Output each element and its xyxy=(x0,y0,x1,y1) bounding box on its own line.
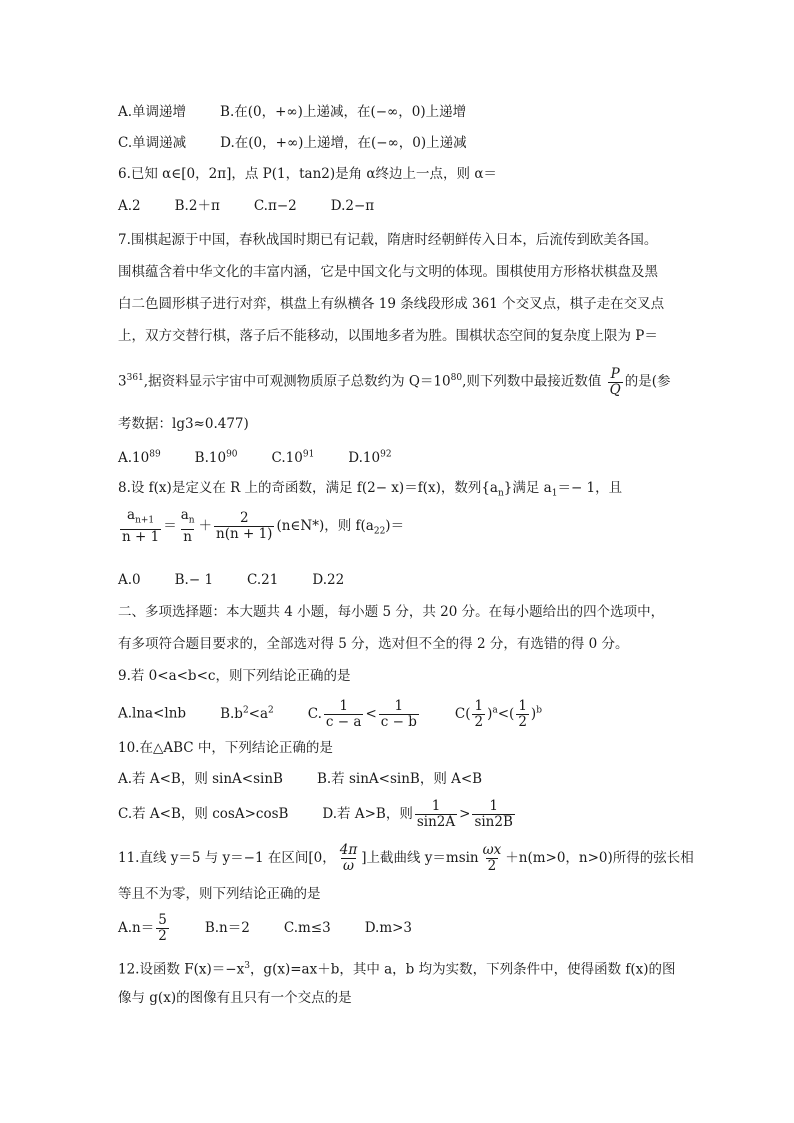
q7-line3: 白二色圆形棋子进行对弈，棋盘上有纵横各 19 条线段形成 361 个交叉点，棋子走在交叉点 xyxy=(118,296,665,312)
q12-line1: 12.设函数 $F(x)=-x^3$，g(x)=ax＋b，其中 a，b 均为实数，下列条件中，使得函数 f(x)的图 xyxy=(118,961,676,978)
q12-line2: 像与 g(x)的图像有且只有一个交点的是 xyxy=(118,990,352,1006)
q8-options xyxy=(118,570,344,590)
q9-option-b: $B.b^2<a^2$ xyxy=(220,705,274,722)
q8-frac2: $\frac{a_n}{n}$ xyxy=(180,507,195,545)
q8-option-b: B.− 1 xyxy=(174,572,214,588)
q6-stem: 6.已知 α∈[0，2π]，点 P(1，tan2)是角 α终边上一点，则 α＝ xyxy=(118,166,497,182)
q7-option-c: $C.10^{91}$ xyxy=(271,449,315,466)
q7-option-d: $D.10^{92}$ xyxy=(348,449,392,466)
q5-option-a: A.单调递增 xyxy=(118,104,187,120)
q11-option-d: D.m>3 xyxy=(364,920,413,936)
q9-stem: 9.若 0<a<b<c，则下列结论正确的是 xyxy=(118,668,351,684)
q11-options xyxy=(118,908,412,948)
q11-option-c: C.m≤3 xyxy=(283,920,331,936)
q6-option-b: B.2＋π xyxy=(174,198,220,214)
q5-option-c: C.单调递减 xyxy=(118,135,187,151)
q9-options xyxy=(118,690,542,734)
q10-stem: 10.在△ABC 中，下列结论正确的是 xyxy=(118,740,333,756)
q5-options-row1 xyxy=(118,102,466,122)
q7-tail: ,则下列数中最接近数值 xyxy=(462,373,602,390)
q7-base: 3 xyxy=(118,373,127,390)
q7-exp2: 80 xyxy=(450,373,463,383)
section2-line1: 二、多项选择题：本大题共 4 小题，每小题 5 分，共 20 分。在每小题给出的四个选项中， xyxy=(118,604,665,620)
q8-line1: 8.设 f(x)是定义在 R 上的奇函数，满足 f(2− x)＝f(x)，数列$\{a_n\}$满足 $a_1=- 1$，且 xyxy=(118,480,623,499)
section2-line2: 有多项符合题目要求的，全部选对得 5 分，选对但不全的得 2 分，有选错的得 0 分。 xyxy=(118,636,629,652)
q8-option-a: A.0 xyxy=(118,572,141,588)
q11-line1: 11.直线 y＝5 与 y＝−1 在区间[0， $\frac{4\pi}{\omega}$ ]上截曲线 y＝msin $\frac{\omega x}{2}$ ＋n(m>0，n>0)所得的弦长相 xyxy=(118,842,694,874)
q6-options xyxy=(118,196,374,216)
q5-option-d: D.在(0，+∞)上递增，在(−∞，0)上递减 xyxy=(220,135,467,151)
q8-option-d: D.22 xyxy=(312,572,345,588)
q6-option-a: A.2 xyxy=(118,198,141,214)
q6-option-c: C.π−2 xyxy=(253,198,297,214)
q11-option-b: B.n＝2 xyxy=(204,920,250,936)
q7-line6: 考数据：lg3≈0.477) xyxy=(118,416,249,432)
q8-frac1: $\frac{a_{n+1}}{n + 1}$ xyxy=(122,507,160,545)
q9-option-c: C. $\frac{1}{c - a}$ < $\frac{1}{c - b}$ xyxy=(307,697,417,730)
q9-option-d: C( $\frac{1}{2}$ )$^a$<( $\frac{1}{2}$ )$^b$ xyxy=(454,697,542,730)
q10-option-b: B.若 sinA<sinB，则 A<B xyxy=(316,771,483,787)
q10-options-row2 xyxy=(118,794,517,834)
q7-line5 xyxy=(118,358,671,402)
q7-options xyxy=(118,444,392,468)
q8-formula: $\frac{a_{n+1}}{n + 1}$ ＝ $\frac{a_n}{n}$ ＋ $\frac{2}{n(n + 1)}$ (n∈N*)，则 $f(a_{22})=$ xyxy=(122,507,405,545)
q7-mid: ,据资料显示宇宙中可观测物质原子总数约为 Q＝10 xyxy=(143,373,451,390)
q8-frac3: $\frac{2}{n(n + 1)}$ xyxy=(216,510,273,542)
q10-option-d: D.若 A>B，则 $\frac{1}{\sin 2A}$ > $\frac{1}{\sin 2B}$ xyxy=(322,798,513,830)
q7-exp: 361 xyxy=(126,373,144,383)
q7-option-a: $A.10^{89}$ xyxy=(118,449,161,466)
q11-line2: 等且不为零，则下列结论正确的是 xyxy=(118,886,321,902)
q5-option-b: B.在(0，+∞)上递减，在(−∞，0)上递增 xyxy=(220,104,467,120)
q8-option-c: C.21 xyxy=(247,572,279,588)
q7-line2: 围棋蕴含着中华文化的丰富内涵，它是中国文化与文明的体现。围棋使用方形格状棋盘及黑 xyxy=(118,264,658,280)
q7-option-b: $B.10^{90}$ xyxy=(194,449,238,466)
q10-options-row1 xyxy=(118,769,482,789)
q9-option-a: A.lna<lnb xyxy=(118,705,187,722)
q7-fraction: $\frac{P}{Q}$ xyxy=(609,365,621,398)
q10-option-c: C.若 A<B，则 cosA>cosB xyxy=(118,806,289,822)
q7-line1: 7.围棋起源于中国，春秋战国时期已有记载，隋唐时经朝鲜传入日本，后流传到欧美各国。 xyxy=(118,232,658,248)
q7-line4: 上，双方交替行棋，落子后不能移动，以围地多者为胜。围棋状态空间的复杂度上限为 P＝ xyxy=(118,328,658,344)
q10-option-a: A.若 A<B，则 sinA<sinB xyxy=(118,771,283,787)
q7-end: 的是(参 xyxy=(624,373,671,390)
q11-option-a: A.n＝ $\frac{5}{2}$ xyxy=(118,912,167,944)
q5-options-row2 xyxy=(118,133,467,153)
q6-option-d: D.2−π xyxy=(330,198,375,214)
